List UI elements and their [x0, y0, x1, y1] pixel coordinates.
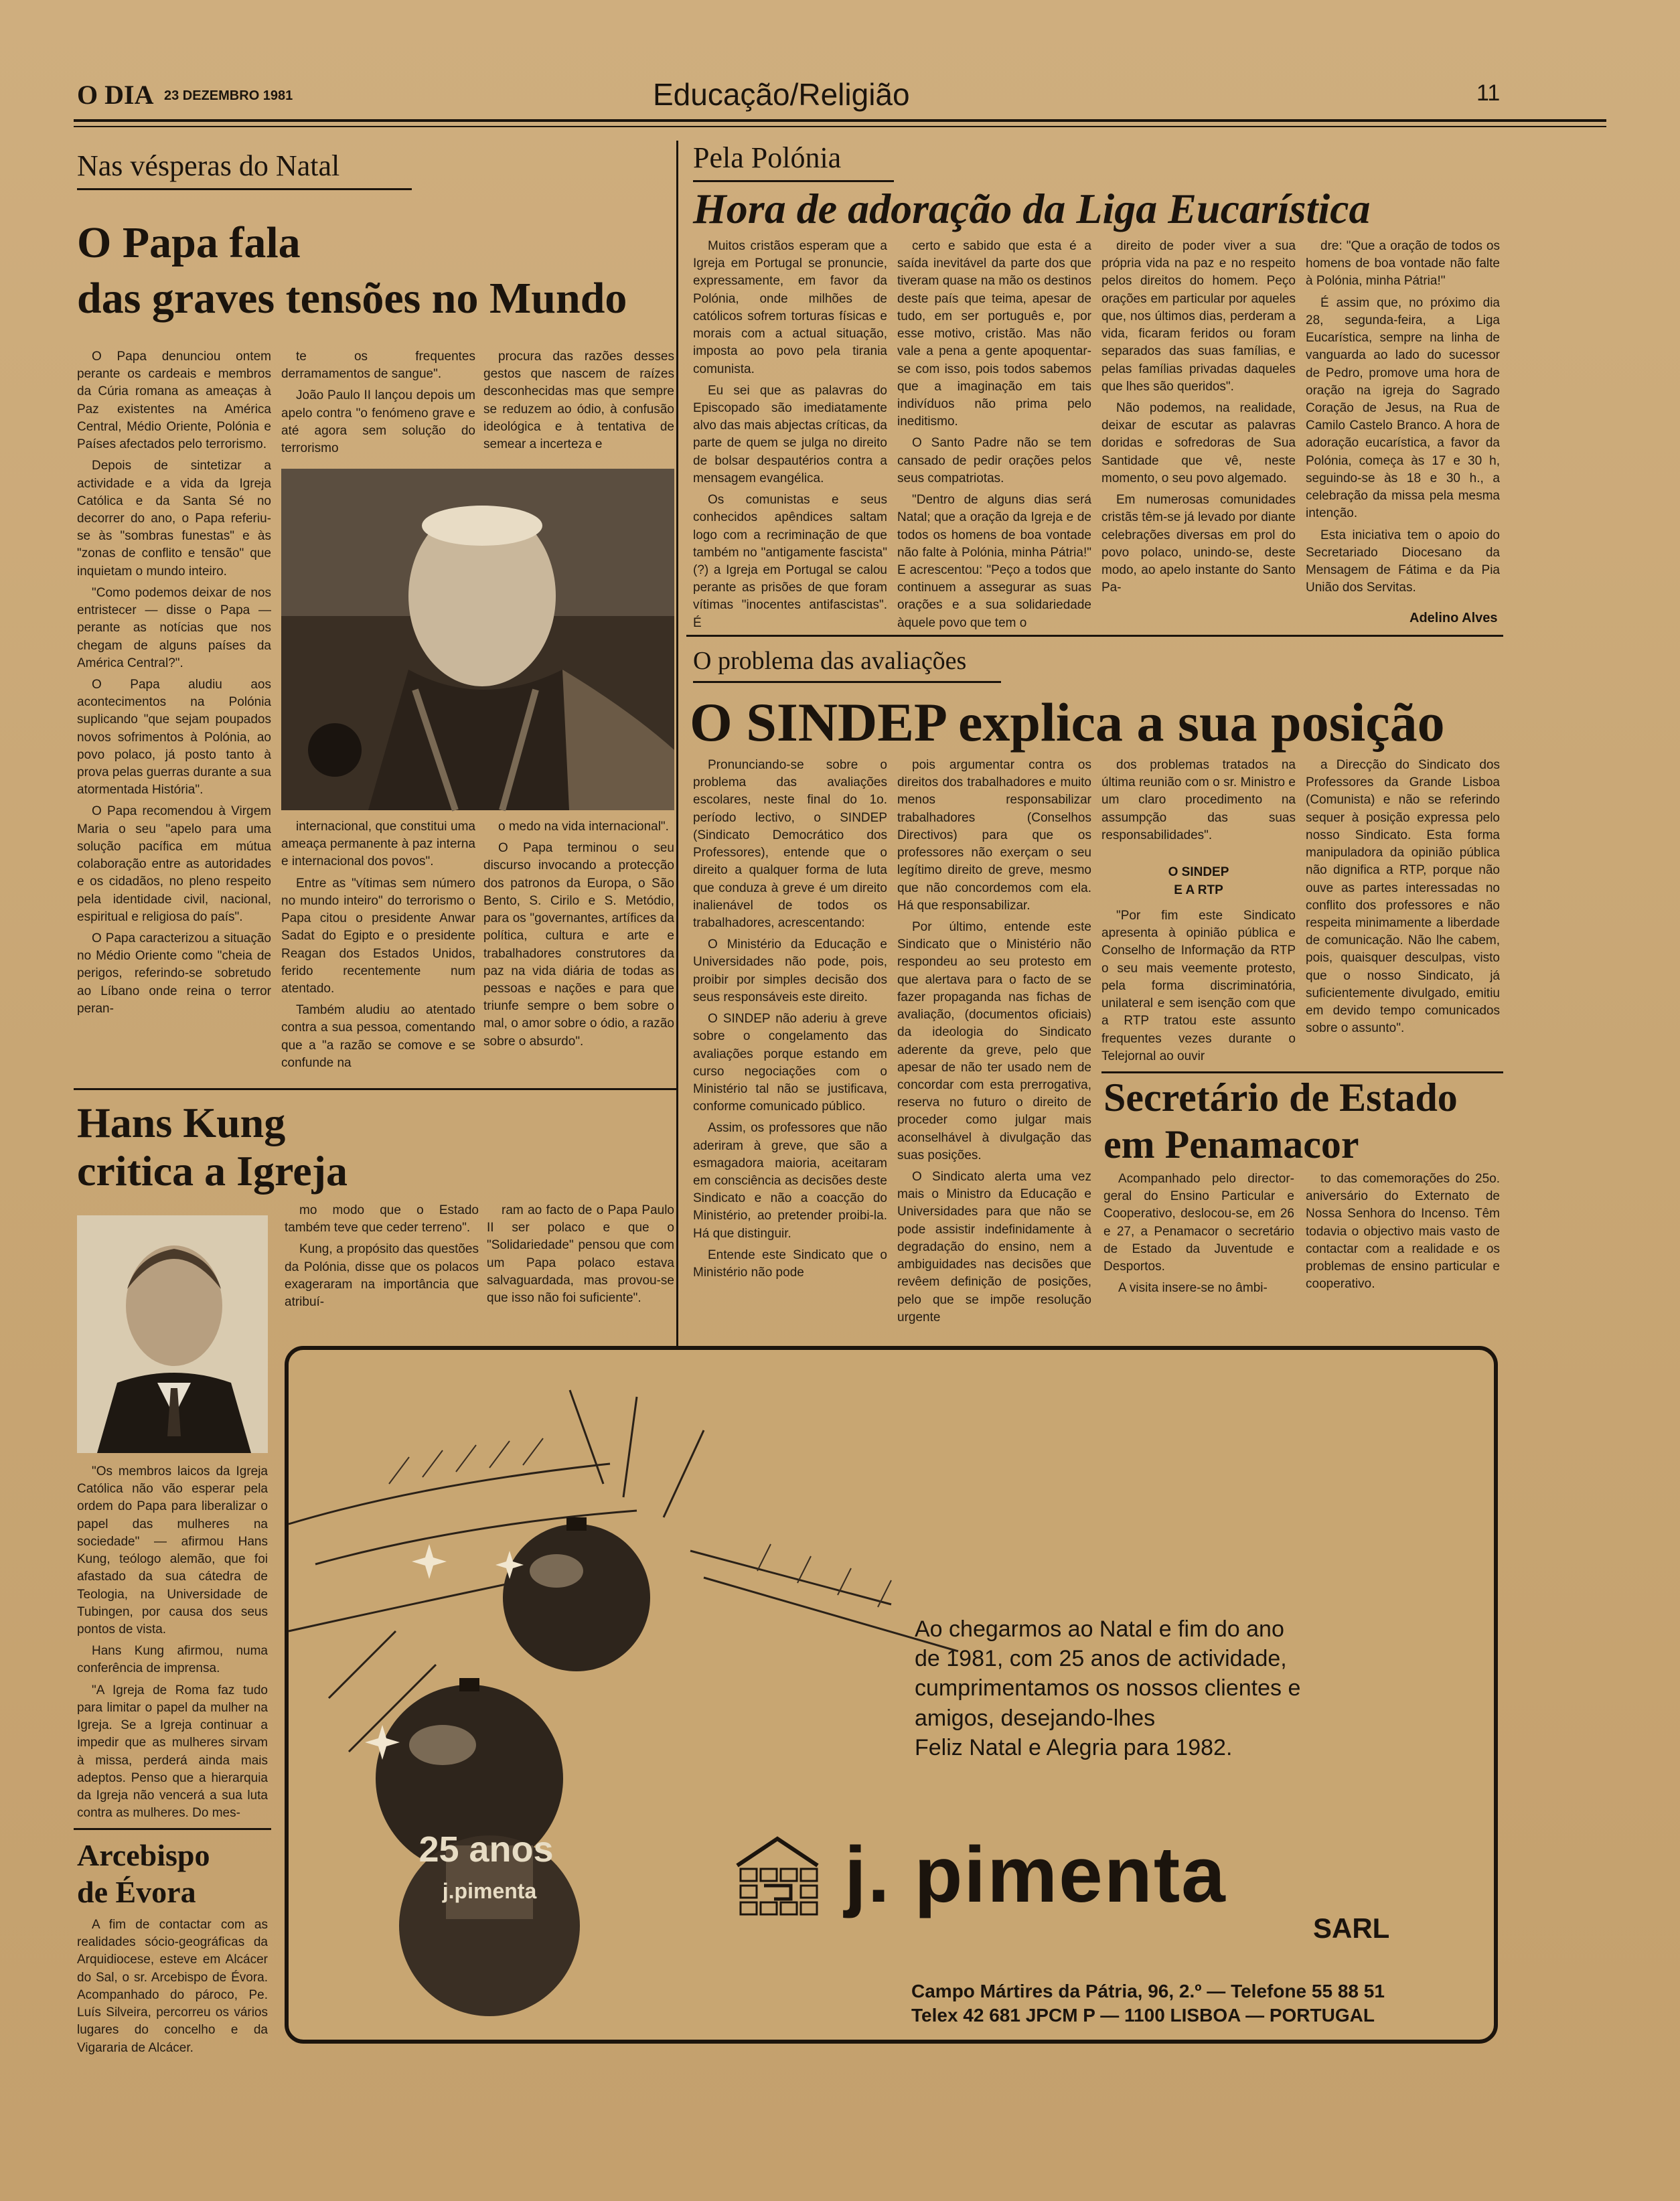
kung-headline-1: Hans Kung — [77, 1099, 286, 1146]
evora-body — [77, 1916, 268, 2055]
paragraph: A visita insere-se no âmbi- — [1118, 1281, 1268, 1296]
paragraph: dos problemas tratados na última reunião com o sr. Ministro e um claro procedimento na assumpção das suas responsabilidades". — [1101, 758, 1296, 842]
sindep-column-4 — [1306, 757, 1500, 1071]
ad-address: Campo Mártires da Pátria, 96, 2.º — Telefone 55 88 51 — [911, 1981, 1385, 2001]
paragraph: O Papa denunciou ontem perante os cardeais e membros da Cúria romana as ameaças à Paz existentes na América Central, Médio Oriente, Polónia e Países afectados pelo terrorismo. — [77, 350, 271, 452]
evora-headline-1: Arcebispo — [77, 1838, 210, 1872]
page-number: 11 — [1476, 80, 1501, 106]
papa-column-2-bottom — [281, 818, 475, 1076]
paragraph: Por último, entende este Sindicato que o Ministério não respondeu ao seu protesto em que alertava para o facto de se fazer propaganda nas fichas de avaliação, (documentos oficiais) da ideologia do Sindicato aderente da greve, pelo que apesar de não ter usado nem de concordar com esta prerrogativa, reserva no futuro o direito de proceder como julgar mais aconselhável à divulgação das suas posições. — [897, 919, 1091, 1162]
polonia-byline: Adelino Alves — [1409, 611, 1498, 625]
ad-message-line-5: Feliz Natal e Alegria para 1982. — [915, 1734, 1233, 1760]
paragraph: A fim de contactar com as realidades sócio-geográficas da Arquidiocese, esteve em Alcácer do Sal, o sr. Arcebispo de Évora. Acompanhado do pároco, Pe. Luís Silveira, percorreu os vários lugares do concelho e da Vigararia de Alcácer. — [77, 1918, 268, 2055]
section-rule — [1101, 1071, 1503, 1073]
section-rule — [74, 1828, 271, 1830]
sindep-column-3b — [1101, 907, 1296, 1068]
paragraph: Os comunistas e seus conhecidos apêndices saltam logo com a recriminação de que também no "antigamente fascista"(?) a Igreja em Portugal se calou perante as prisões de que foram vítimas "inocentes antifascistas". É — [693, 493, 887, 630]
paragraph: O SINDEP não aderiu à greve sobre o congelamento das avaliações porque estando em curso negociações com o Ministério tal não se justificava, conforme comunicado público. — [693, 1012, 887, 1114]
paragraph: mo modo que o Estado também teve que ceder terreno". — [285, 1203, 479, 1235]
polonia-column-4 — [1306, 238, 1500, 613]
paragraph: dre: "Que a oração de todos os homens de boa vontade não falte à Polónia, minha Pátria!" — [1306, 239, 1500, 289]
paragraph: pois argumentar contra os direitos dos trabalhadores e muito menos responsabilizar trabalhadores (Conselhos Directivos) para que os professores não exerçam o seu legítimo direito de greve, mesmo que não concordemos com ela. Há que responsabilizar. — [897, 758, 1091, 913]
papa-headline-2: das graves tensões no Mundo — [77, 274, 627, 323]
polonia-column-1 — [693, 238, 887, 629]
paragraph: Eu sei que as palavras do Episcopado são imediatamente alvo das mais abjectas críticas, da parte de quem se julga no direito de bolsar despautérios contra a mensagem evangélica. — [693, 383, 887, 485]
paragraph: "Os membros laicos da Igreja Católica não vão esperar pela ordem do Papa para liberalizar o papel das mulheres na sociedade" — afirmou Hans Kung, teólogo alemão, que foi afastado da sua cátedra de Teologia, na Universidade de Tubingen, por causa dos seus pontos de vista. — [77, 1464, 268, 1637]
jpimenta-logo-icon — [731, 1832, 824, 1919]
paragraph: o medo na vida internacional". — [498, 820, 669, 834]
paragraph: O Papa caracterizou a situação no Médio Oriente como "cheia de perigos, referindo-se sobretudo ao Líbano onde reina o terror peran- — [77, 931, 271, 1016]
ad-brand: j. pimenta — [844, 1831, 1227, 1919]
header-rule — [74, 119, 1606, 122]
sindep-headline: O SINDEP explica a sua posição — [690, 692, 1445, 753]
sindep-column-3 — [1101, 757, 1296, 847]
kung-headline-2: critica a Igreja — [77, 1147, 348, 1195]
papa-kicker: Nas vésperas do Natal — [77, 149, 412, 190]
anniversary-mark: 25 anos — [418, 1829, 554, 1870]
kung-photo — [77, 1215, 268, 1453]
paragraph: Esta iniciativa tem o apoio do Secretariado Diocesano da Mensagem de Fátima e da Pia União dos Servitas. — [1306, 528, 1500, 595]
paragraph: a Direcção do Sindicato dos Professores da Grande Lisboa (Comunista) e não se referindo sequer à posição expressa pelo nosso Sindicato. Esta forma manipuladora da opinião pública não dignifica a RTP, porque não ouve as partes interessadas no conflito dos professores e não respeita minimamente a liberdade de comunicação. Não lhe cabem, pois, quaisquer desculpas, visto que o nosso Sindicato, já suficientemente divulgado, emitiu em devido tempo comunicados sobre o assunto". — [1306, 758, 1500, 1036]
penamacor-headline-2: em Penamacor — [1103, 1122, 1359, 1166]
papa-column-1 — [77, 348, 271, 1081]
section-rule — [74, 1088, 676, 1090]
paragraph: certo e sabido que esta é a saída inevitável da parte dos que tiveram quase na mão os destinos deste país que teima, apesar de tudo, em ser português e, por esse motivo, cristão. Mas não vale a pena a gente apoquentar-se com isso, pois todos sabemos que a imaginação em tais indivíduos não prima pelo ineditismo. — [897, 239, 1091, 429]
masthead-date: 23 DEZEMBRO 1981 — [164, 88, 293, 103]
section-title: Educação/Religião — [653, 77, 910, 112]
ornament-brand: j.pimenta — [442, 1879, 537, 1903]
ad-message-line-4: amigos, desejando-lhes — [915, 1705, 1156, 1731]
pope-portrait-image — [281, 469, 674, 810]
kung-column-left — [77, 1463, 268, 1821]
kung-column-mid — [285, 1202, 479, 1312]
paragraph: "Como podemos deixar de nos entristecer — disse o Papa — perante as notícias que nos chegam de alguns países da América Central?". — [77, 585, 271, 670]
paragraph: Em numerosas comunidades cristãs têm-se já levado por diante celebrações diversas em prol do povo polaco, unindo-se, deste modo, ao apelo instante do Santo Pa- — [1101, 493, 1296, 595]
paragraph: Kung, a propósito das questões da Polónia, disse que os polacos exageraram na importância que atribuí- — [285, 1242, 479, 1310]
polonia-column-3 — [1101, 238, 1296, 629]
ad-contact — [911, 1979, 1385, 2028]
papa-headline-1: O Papa fala — [77, 218, 301, 267]
sindep-subhead — [1101, 864, 1296, 899]
ad-message — [915, 1614, 1300, 1762]
penamacor-headline-1: Secretário de Estado — [1103, 1075, 1458, 1120]
polonia-column-2 — [897, 238, 1091, 629]
penamacor-column-1 — [1103, 1170, 1294, 1311]
paragraph: Entende este Sindicato que o Ministério não pode — [693, 1247, 887, 1280]
polonia-headline: Hora de adoração da Liga Eucarística — [693, 185, 1371, 232]
pope-photo — [281, 469, 674, 810]
paragraph: O Papa aludiu aos acontecimentos na Polónia suplicando "que sejam poupados novos sofrimentos à Polónia, ao povo polaco, já posto tanto à prova pelas guerras durante a sua atormentada História". — [77, 677, 271, 798]
paragraph: Assim, os professores que não aderiram à greve, que são a esmagadora maioria, aceitaram em consciência as decisões deste Sindicato e não a coacção do Ministério, ao pretender proibi-la. Há que distinguir. — [693, 1121, 887, 1241]
paragraph: "A Igreja de Roma faz tudo para limitar o papel da mulher na Igreja. Se a Igreja continuar a impedir que as mulheres sirvam à missa, perderá ainda mais adeptos. Penso que a hierarquia da Igreja não vencerá a sua luta contra as mulheres. Do mes- — [77, 1683, 268, 1821]
paragraph: procura das razões desses gestos que nascem de raízes desconhecidas mas que sempre se reduzem ao ódio, à confusão ideológica e à tentativa de semear a incerteza e — [483, 350, 674, 452]
paragraph: te os frequentes derramamentos de sangue". — [281, 350, 475, 382]
kung-portrait-image — [77, 1215, 268, 1453]
ad-message-line-1: Ao chegarmos ao Natal e fim do ano — [915, 1616, 1284, 1642]
paragraph: João Paulo II lançou depois um apelo contra "o fenómeno grave e até agora sem solução do terrorismo — [281, 388, 475, 456]
paragraph: Não podemos, na realidade, deixar de escutar as palavras doridas e sofredoras de Sua Santidade que vê, neste momento, o seu povo algemado. — [1101, 400, 1296, 485]
paragraph: O Santo Padre não se tem cansado de pedir orações pelos seus compatriotas. — [897, 436, 1091, 485]
evora-headline-2: de Évora — [77, 1875, 196, 1909]
papa-column-3-bottom — [483, 818, 674, 1076]
paragraph: Pronunciando-se sobre o problema das avaliações escolares, neste final do 1o. período lectivo, o SINDEP (Sindicato Democrático dos Professores), entende que o direito a qualquer forma de luta que conduza à greve é um direito inalienável de todos os trabalhadores, acrescentando: — [693, 758, 887, 930]
papa-column-3-top — [483, 348, 674, 462]
masthead-paper: O DIA — [77, 80, 154, 110]
paragraph: to das comemorações do 25o. aniversário do Externato de Nossa Senhora do Incenso. Têm todavia o objectivo mais vasto de contactar com a realidade e os problemas de ensino particular e cooperativo. — [1306, 1172, 1500, 1292]
section-rule — [686, 635, 1503, 637]
paragraph: O Sindicato alerta uma vez mais o Ministro da Educação e Universidades para que não se pode assistir indefinidamente à degradação do ensino, nem a ambiguidades nas decisões que revêem definição de posições, pelo que se impõe resolução urgente — [897, 1170, 1091, 1324]
jpimenta-advertisement — [285, 1346, 1498, 2044]
ad-brand-suffix: SARL — [1313, 1912, 1390, 1944]
sindep-column-2 — [897, 757, 1091, 1324]
paragraph: O Papa terminou o seu discurso invocando a protecção dos patronos da Europa, o São Bento, S. Cirilo e S. Metódio, para os "governantes, artífices da política, cultura e arte e trabalhadores construtores da paz na vida diária de todas as pessoas e nações e para que triunfe sempre o bem sobre o mal, o amor sobre o ódio, a razão sobre o absurdo". — [483, 841, 674, 1049]
sindep-subhead-line-2: E A RTP — [1174, 883, 1223, 897]
ad-telex: Telex 42 681 JPCM P — 1100 LISBOA — PORTUGAL — [911, 2005, 1375, 2026]
paragraph: O Ministério da Educação e Universidades não pode, pois, proibir por simples decisão dos seus responsáveis este direito. — [693, 937, 887, 1004]
paragraph: ram ao facto de o Papa Paulo II ser polaco e que o "Solidariedade" pensou que com um Papa polaco estava salvaguardada, mas provou-se que isso não foi suficiente". — [487, 1203, 674, 1306]
sindep-kicker: O problema das avaliações — [693, 646, 1001, 683]
paragraph: "Por fim este Sindicato apresenta à opinião pública e Conselho de Informação da RTP o seu mais veemente protesto, pela forma discriminatória, unilateral e sem isenção com que a RTP tratou este assunto frequentes vezes durante o Telejornal ao ouvir — [1101, 909, 1296, 1063]
paragraph: Acompanhado pelo director-geral do Ensino Particular e Cooperativo, deslocou-se, em 26 e 27, a Penamacor o secretário de Estado da Juventude e Desportos. — [1103, 1172, 1294, 1274]
paragraph: Depois de sintetizar a actividade e a vida da Igreja Católica e da Santa Sé no decorrer do ano, o Papa referiu-se às "sombras funestas" e às "zonas de conflito e tensão" que inquietam o mundo inteiro. — [77, 459, 271, 579]
papa-column-2-top — [281, 348, 475, 462]
ad-message-line-2: de 1981, com 25 anos de actividade, — [915, 1646, 1287, 1672]
sindep-column-1 — [693, 757, 887, 1309]
paragraph: Hans Kung afirmou, numa conferência de imprensa. — [77, 1644, 268, 1676]
paragraph: Entre as "vítimas sem número no mundo inteiro" do terrorismo o Papa citou o presidente Anwar Sadat do Egipto e o presidente Reagan dos Estados Unidos, ferido recentemente num atentado. — [281, 876, 475, 996]
paragraph: "Dentro de alguns dias será Natal; que a oração da Igreja e de todos os homens de boa vontade não falte à Polónia, minha Pátria!" E acrescentou: "Peço a todos que continuem a assegurar as suas orações e a sua solidariedade àquele povo que tem o — [897, 493, 1091, 630]
sindep-subhead-line-1: O SINDEP — [1168, 865, 1229, 879]
column-rule — [676, 141, 678, 1346]
polonia-kicker: Pela Polónia — [693, 141, 894, 182]
kung-column-right — [487, 1202, 674, 1312]
paragraph: Também aludiu ao atentado contra a sua pessoa, comentando que a "a razão se comove e se confunde na — [281, 1003, 475, 1070]
ad-message-line-3: cumprimentamos os nossos clientes e — [915, 1675, 1301, 1701]
header-rule-thin — [74, 126, 1606, 127]
paragraph: Muitos cristãos esperam que a Igreja em Portugal se pronuncie, expressamente, em favor da Polónia, onde milhões de católicos sofrem torturas físicas e morais com a actual situação, imposta ao povo pela tirania comunista. — [693, 239, 887, 376]
paragraph: É assim que, no próximo dia 28, segunda-feira, a Liga Eucarística, sempre na linha de vanguarda ao lado do sucessor de Pedro, promove uma hora de oração na igreja do Sagrado Coração de Jesus, na Rua de Camilo Castelo Branco. A hora de adoração eucarística, a favor da Polónia, começa às 17 e 30 h, seguindo-se às 18 e 30 h., a celebração da missa pela mesma intenção. — [1306, 295, 1500, 521]
paragraph: direito de poder viver a sua própria vida na paz e no respeito pelos direitos do homem. Peço orações em particular por aqueles que, nos últimos dias, perderam a vida, ficaram feridos ou foram separados das suas famílias, e pelas famílias privadas daqueles que lhes são queridos". — [1101, 239, 1296, 394]
penamacor-column-2 — [1306, 1170, 1500, 1311]
paragraph: internacional, que constitui uma ameaça permanente à paz interna e internacional dos povos". — [281, 820, 475, 869]
paragraph: O Papa recomendou à Virgem Maria o seu "apelo para uma solução pacífica em mútua colaboração entre as autoridades e os cidadãos, no pleno respeito pela identidade civil, nacional, espiritual e religiosa do país". — [77, 804, 271, 924]
